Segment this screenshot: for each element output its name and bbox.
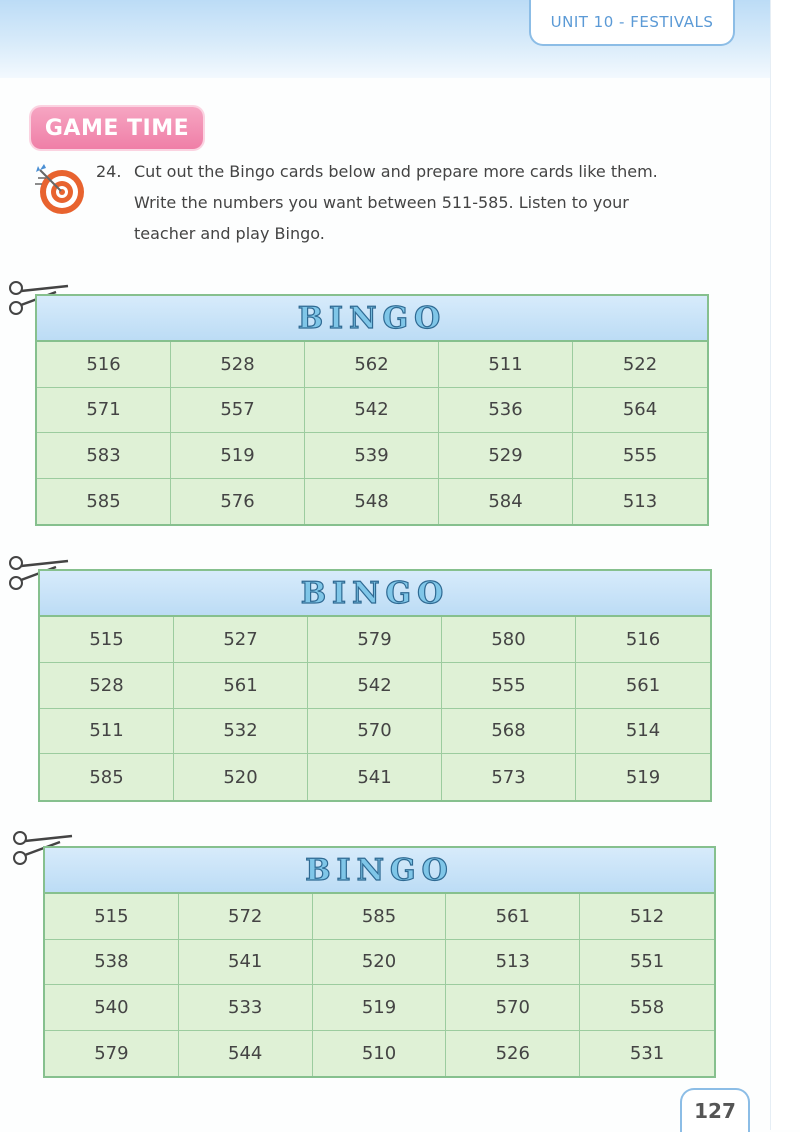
bingo-cell: 570 <box>308 709 442 755</box>
bingo-cell: 573 <box>442 754 576 800</box>
bingo-cell: 527 <box>174 617 308 663</box>
bingo-cell: 580 <box>442 617 576 663</box>
bingo-cell: 579 <box>45 1031 179 1077</box>
bingo-cell: 570 <box>446 985 580 1031</box>
bingo-cell: 555 <box>573 433 707 479</box>
bingo-cell: 540 <box>45 985 179 1031</box>
bingo-cell: 579 <box>308 617 442 663</box>
bingo-cell: 542 <box>305 388 439 434</box>
bingo-cell: 532 <box>174 709 308 755</box>
bingo-cell: 519 <box>171 433 305 479</box>
bingo-card-1[interactable] <box>35 294 709 526</box>
page-number: 127 <box>680 1088 750 1132</box>
bingo-cell: 529 <box>439 433 573 479</box>
instruction-line: Write the numbers you want between 511-585. Listen to your <box>134 193 629 212</box>
bingo-cell: 557 <box>171 388 305 434</box>
bingo-cell: 513 <box>622 490 658 512</box>
exercise-number: 24. <box>96 162 122 181</box>
bingo-cell: 576 <box>171 479 305 525</box>
bingo-cell: 522 <box>573 342 707 388</box>
bingo-cell: 513 <box>446 940 580 986</box>
bingo-cell: 572 <box>179 894 313 940</box>
bingo-cell: 511 <box>40 709 174 755</box>
bingo-cell: 528 <box>171 342 305 388</box>
bingo-cell: 526 <box>446 1031 580 1077</box>
instruction-line <box>96 156 726 187</box>
bingo-grid <box>37 342 707 524</box>
bingo-cell: 583 <box>37 433 171 479</box>
target-dart-icon <box>32 160 88 216</box>
bingo-cell: 551 <box>580 940 714 986</box>
bingo-cell: 510 <box>313 1031 447 1077</box>
bingo-cell: 558 <box>580 985 714 1031</box>
bingo-cell: 512 <box>580 894 714 940</box>
bingo-card-2[interactable] <box>38 569 712 802</box>
bingo-cell: 538 <box>45 940 179 986</box>
bingo-cell: 544 <box>179 1031 313 1077</box>
bingo-cell: 515 <box>45 894 179 940</box>
bingo-cell: 542 <box>308 663 442 709</box>
bingo-card-title: BINGO <box>45 848 714 894</box>
exercise-instruction <box>96 156 726 249</box>
bingo-cell: 564 <box>573 388 707 434</box>
bingo-cell: 584 <box>439 479 573 525</box>
bingo-cell: 555 <box>442 663 576 709</box>
bingo-cell: 561 <box>446 894 580 940</box>
unit-label: UNIT 10 - FESTIVALS <box>529 0 735 46</box>
bingo-grid <box>45 894 714 1076</box>
bingo-cell: 561 <box>576 663 710 709</box>
bingo-cell: 515 <box>40 617 174 663</box>
bingo-cell: 585 <box>40 754 174 800</box>
bingo-cell: 516 <box>576 617 710 663</box>
bingo-cell: 519 <box>313 985 447 1031</box>
bingo-cell: 528 <box>40 663 174 709</box>
bingo-cell: 541 <box>179 940 313 986</box>
bingo-cell: 568 <box>442 709 576 755</box>
bingo-cell: 539 <box>305 433 439 479</box>
bingo-cell: 514 <box>576 709 710 755</box>
bingo-cell: 531 <box>629 1042 665 1064</box>
instruction-text: Cut out the Bingo cards below and prepare more cards like them. <box>134 162 658 181</box>
bingo-cell: 516 <box>37 342 171 388</box>
section-badge: GAME TIME <box>31 107 203 149</box>
bingo-cell: 585 <box>37 479 171 525</box>
bingo-card-title: BINGO <box>40 571 710 617</box>
bingo-cell: 585 <box>313 894 447 940</box>
bingo-cell: 519 <box>625 766 661 788</box>
page-edge <box>770 0 800 1130</box>
bingo-cell: 511 <box>439 342 573 388</box>
bingo-cell: 571 <box>37 388 171 434</box>
instruction-line: teacher and play Bingo. <box>134 224 325 243</box>
bingo-cell: 536 <box>439 388 573 434</box>
bingo-cell: 520 <box>174 754 308 800</box>
bingo-card-title: BINGO <box>37 296 707 342</box>
bingo-grid <box>40 617 710 800</box>
bingo-cell: 520 <box>313 940 447 986</box>
bingo-cell: 562 <box>305 342 439 388</box>
bingo-cell: 541 <box>308 754 442 800</box>
bingo-cell: 561 <box>174 663 308 709</box>
bingo-cell: 548 <box>305 479 439 525</box>
bingo-cell: 533 <box>179 985 313 1031</box>
bingo-card-3[interactable] <box>43 846 716 1078</box>
